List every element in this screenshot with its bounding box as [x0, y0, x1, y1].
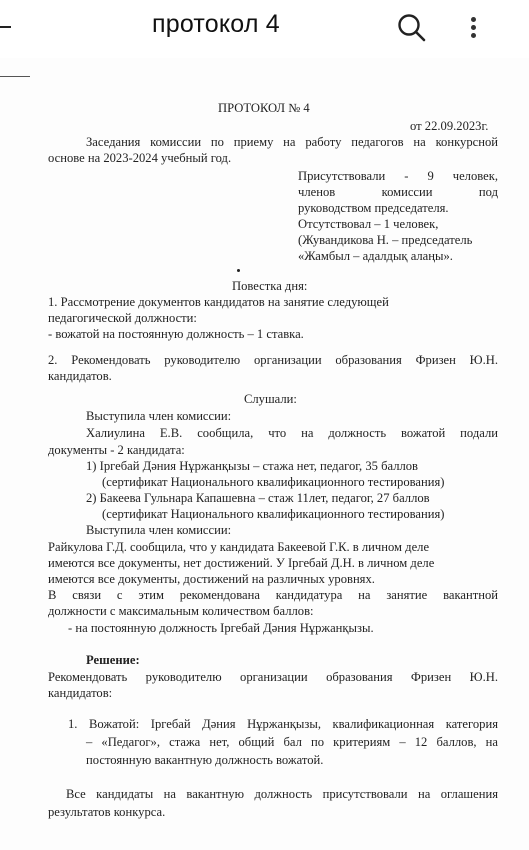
agenda-item: педагогической должности:	[48, 311, 197, 325]
heard-report: документы - 2 кандидата:	[48, 443, 185, 457]
decision-text: Рекомендовать руководителю организации образования Фризен Ю.Н.	[48, 670, 498, 684]
candidate-item: 1) Іргебай Дәния Нұржанқызы – стажа нет, педагог, 35 баллов	[86, 459, 419, 473]
agenda-item: 1. Рассмотрение документов кандидатов на занятие следующей	[48, 295, 389, 309]
heard-speaker: Выступила член комиссии:	[86, 523, 232, 537]
scan-mark	[0, 76, 30, 77]
attendance-present: Присутствовали - 9 человек,	[298, 169, 498, 183]
document-date: от 22.09.2023г.	[410, 119, 489, 133]
app-title: протокол 4	[152, 10, 280, 38]
heard-report: Райкулова Г.Д. сообщила, что у кандидата Бакеевой Г.К. в личном деле	[48, 540, 430, 554]
candidate-item: (сертификат Национального квалификационного тестирования)	[102, 475, 445, 489]
agenda-item: 2. Рекомендовать руководителю организации образования Фризен Ю.Н.	[48, 353, 498, 367]
heard-heading: Слушали:	[244, 392, 297, 406]
footer-note: Все кандидаты на вакантную должность присутствовали на оглашения	[66, 787, 498, 801]
attendance-present: руководством председателя.	[298, 201, 449, 215]
candidate-item: (сертификат Национального квалификационного тестирования)	[102, 507, 445, 521]
decision-text: кандидатов:	[48, 686, 113, 700]
document-title: ПРОТОКОЛ № 4	[218, 101, 310, 115]
decision-item: постоянную вакантную должность вожатой.	[86, 753, 324, 767]
scan-speck	[237, 269, 240, 272]
conclusion: В связи с этим рекомендована кандидатура на занятие вакантной	[48, 588, 498, 602]
search-icon[interactable]	[392, 8, 432, 48]
app-bar	[0, 0, 529, 58]
heard-report: имеются все документы, достижений на различных уровнях.	[48, 572, 375, 586]
decision-item: – «Педагог», стажа нет, общий бал по критериям – 12 баллов, на	[86, 735, 498, 749]
more-vertical-icon[interactable]	[462, 8, 486, 48]
attendance-absent: «Жамбыл – адалдық алаңы».	[298, 249, 453, 263]
document-page	[0, 58, 529, 850]
decision-heading: Решение:	[86, 653, 140, 667]
conclusion: должности с максимальным количеством баллов:	[48, 604, 314, 618]
decision-item: 1. Вожатой: Іргебай Дәния Нұржанқызы, квалификационная категория	[68, 717, 498, 731]
heard-report: Халиулина Е.В. сообщила, что на должность вожатой подали	[86, 426, 498, 440]
agenda-item: кандидатов.	[48, 369, 112, 383]
attendance-present: членов комиссии под	[298, 185, 498, 199]
heard-report: имеются все документы, нет достижений. У Іргебай Д.Н. в личном деле	[48, 556, 435, 570]
attendance-absent: Отсутствовал – 1 человек,	[298, 217, 439, 231]
back-icon[interactable]	[0, 26, 11, 28]
agenda-item: - вожатой на постоянную должность – 1 ставка.	[48, 327, 304, 341]
candidate-item: 2) Бакеева Гульнара Капашевна – стаж 11лет, педагог, 27 баллов	[86, 491, 430, 505]
subject-line: основе на 2023-2024 учебный год.	[48, 151, 232, 165]
attendance-absent: (Жувандикова Н. – председатель	[298, 233, 473, 247]
footer-note: результатов конкурса.	[48, 805, 166, 819]
subject-line: Заседания комиссии по приему на работу педагогов на конкурсной	[86, 135, 498, 149]
conclusion: - на постоянную должность Іргебай Дәния Нұржанқызы.	[68, 621, 374, 635]
heard-speaker: Выступила член комиссии:	[86, 409, 232, 423]
agenda-heading: Повестка дня:	[232, 279, 308, 293]
